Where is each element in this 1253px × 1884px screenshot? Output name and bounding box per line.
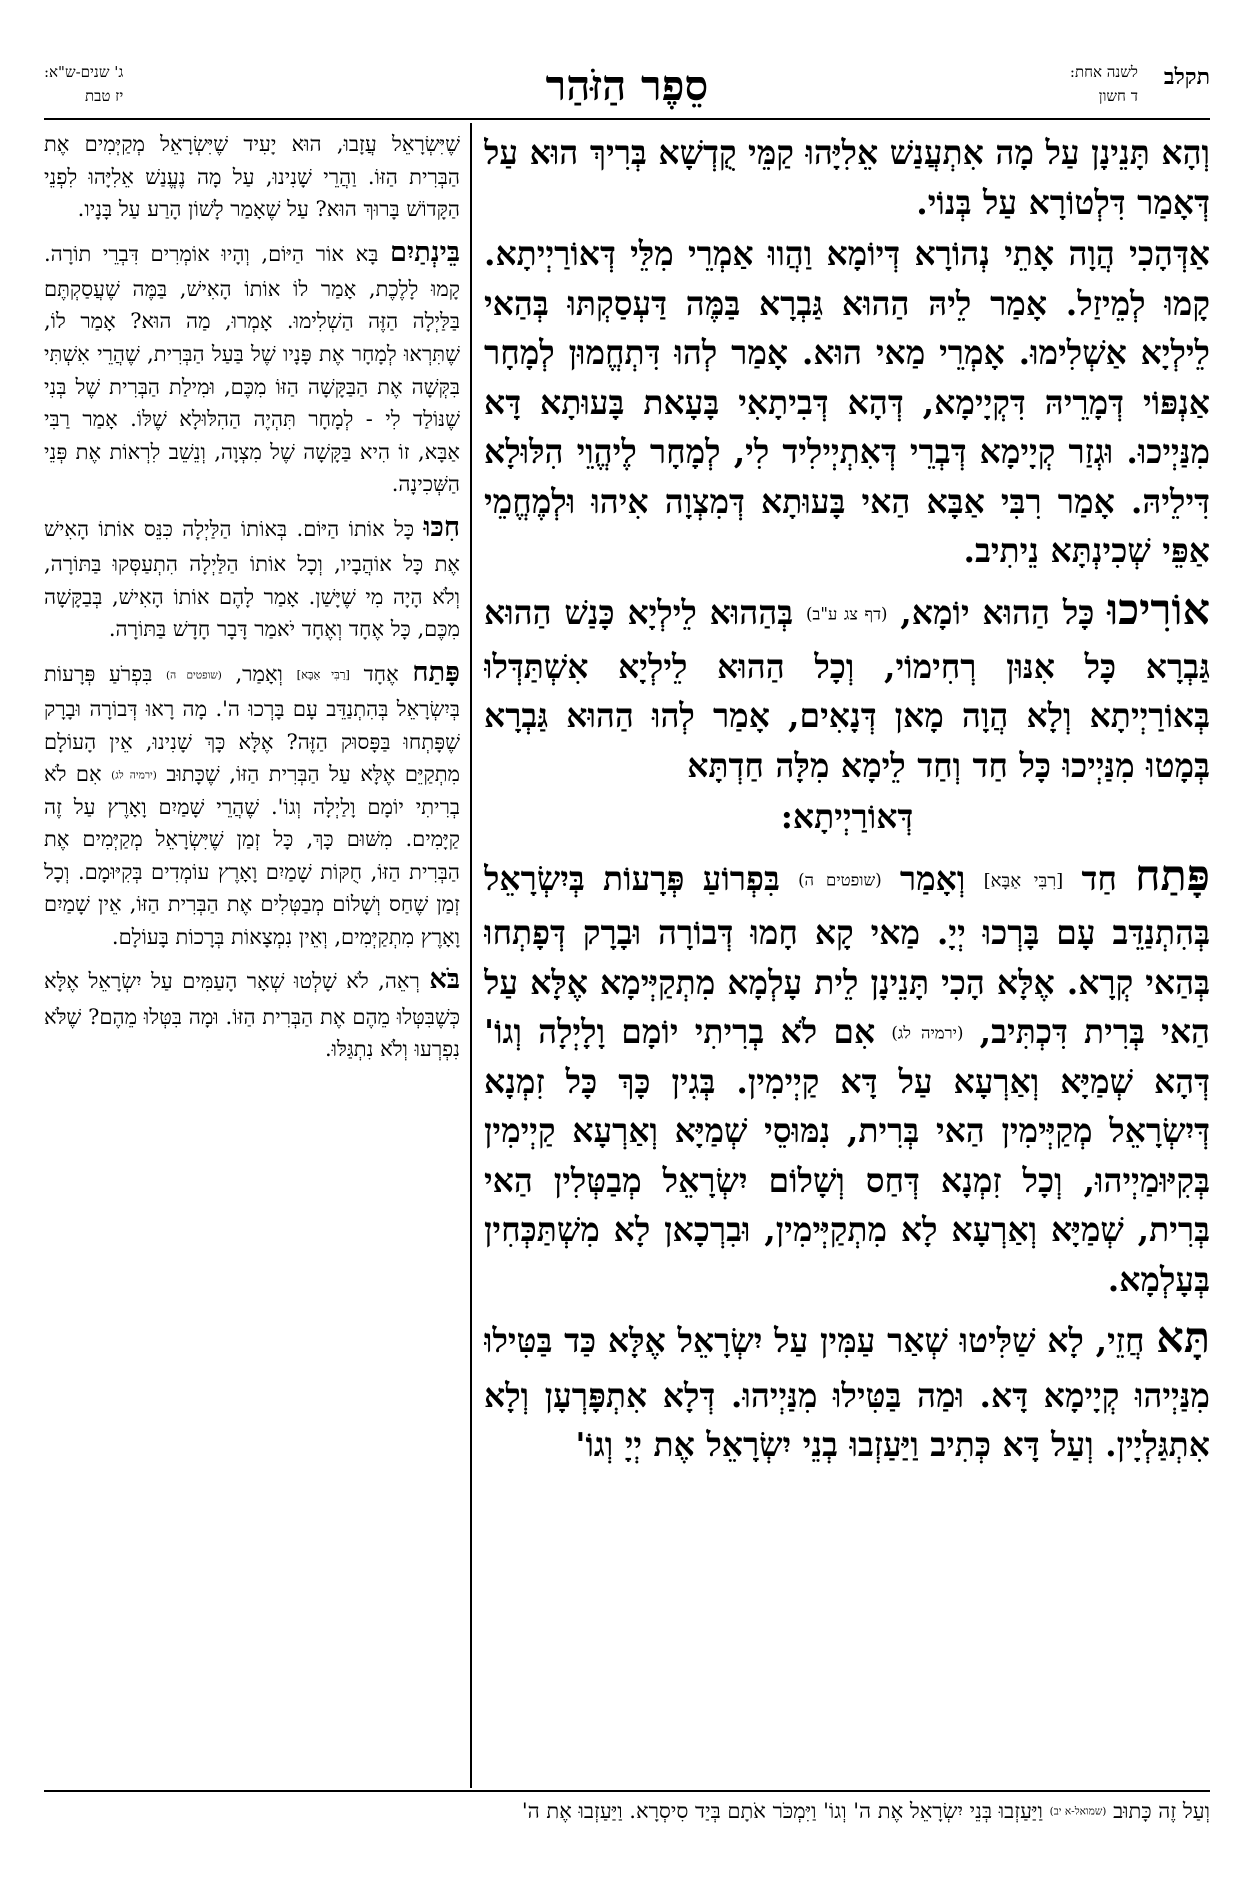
bracket-note: [רַבִּי אַבָּא] xyxy=(296,667,350,682)
side-paragraph xyxy=(44,651,460,954)
main-paragraph xyxy=(484,844,1210,1304)
page-header xyxy=(44,60,1210,118)
schedule-three-years-label: ג' שנים-ש"א: xyxy=(44,63,124,81)
paragraph-opener: חִכּוּ xyxy=(423,510,460,543)
paragraph-opener: פָּתַח xyxy=(412,655,460,688)
schedule-one-year xyxy=(1070,60,1138,108)
page-number: תקלב xyxy=(1163,64,1210,90)
page-footer-line xyxy=(44,1796,1210,1828)
verse-reference: (ירמיה לג) xyxy=(891,1023,964,1043)
main-text: בְּהַהוּא לֵילְיָא כָּנַשׁ הַהוּא גַּבְרָא כָּל אִנּוּן רְחִימוֹי, וְכָל הַהוּא לֵילְיָא אִשְׁתַּדְּלוּ בְּאוֹרַיְיתָא וְלָא הֲוָה מָאן דְּנָאִים, אָמַר לְהוּ הַהוּא גַּבְרָא בְּמָטוּ מִנַּיְיכוּ כָּל חַד וְחַד לֵימָא מִלָּה חַדְתָּא xyxy=(484,592,1210,785)
aramaic-text-column xyxy=(484,128,1210,1788)
paragraph-opener: בֵּינְתַיִם xyxy=(389,235,460,268)
side-text: וְאָמַר, xyxy=(235,661,283,686)
side-paragraph xyxy=(44,958,460,1065)
paragraph-opener: אוֹרִיכוּ xyxy=(1107,584,1210,635)
main-paragraph: אַדְּהָכִי הֲוָה אָתֵי נְהוֹרָא דְּיוֹמָא וַהֲווּ אַמְרֵי מִלֵּי דְּאוֹרַיְיתָא. קָמוּ לְמֵיזַל. אָמַר לֵיהּ הַהוּא גַּבְרָא בַּמֶּה דַּעְסַקְתּוּ בְּהַאי לֵילְיָא אַשְׁלִימוּ. אָמְרֵי מַאי הוּא. אָמַר לְהוּ דִּתְחֱמוּן לְמָחָר אַנְפּוֹי דְּמָרֵיהּ דִּקְיָימָא, דְּהָא דְּבִיתָאִי בָּעָאת בָּעוּתָא דָּא מִנַּיְיכוּ. וּגְזַר קְיָימָא דְּבְרֵי דְּאִתְיְילִיד לִי, לְמָחָר לֶיהֱוֵי הִלּוּלָא דִּילֵיהּ. אָמַר רִבִּי אַבָּא הַאי בָּעוּתָא דְּמִצְוָה אִיהוּ וּלְמֶחֱמֵי אַפֵּי שְׁכִינְתָּא נֵיתִיב. xyxy=(484,234,1210,570)
side-text: בָּא אוֹר הַיּוֹם, וְהָיוּ אוֹמְרִים דִּבְרֵי תוֹרָה. קָמוּ לָלֶכֶת, אָמַר לוֹ אוֹתוֹ הָאִישׁ, בַּמֶּה שֶׁעֲסַקְתֶּם בַּלַּיְלָה הַזֶּה הַשְׁלִימוּ. אָמְרוּ, מַה הוּא? אָמַר לוֹ, שֶׁתִּרְאוּ לְמָחָר אֶת פָּנָיו שֶׁל בַּעַל הַבְּרִית, שֶׁהֲרֵי אִשְׁתִּי בִּקְּשָׁה אֶת הַבַּקָּשָׁה הַזּוֹ מִכֶּם, וּמִילַת הַבְּרִית שֶׁל בְּנִי שֶׁנּוֹלַד לִי - לְמָחָר תִּהְיֶה הַהִלּוּלָא שֶׁלּוֹ. אָמַר רַבִּי אַבָּא, זוֹ הִיא בַּקָּשָׁה שֶׁל מִצְוָה, וְנֵשֵׁב לִרְאוֹת אֶת פְּנֵי הַשְּׁכִינָה. xyxy=(44,241,460,497)
header-right-block xyxy=(1070,60,1210,108)
main-text: כָּל הַהוּא יוֹמָא, xyxy=(900,592,1095,632)
main-text: אִם לֹא בְרִיתִי יוֹמָם וָלָיְלָה וְגוֹ' דְּהָא שְׁמַיָּא וְאַרְעָא עַל דָּא קַיְימִין. בְּגִין כָּךְ כָּל זִמְנָא דְּיִשְׂרָאֵל מְקַיְּימִין הַאי בְּרִית, נִמּוּסֵי שְׁמַיָּא וְאַרְעָא קַיְימִין בְּקִיּוּמַיְיהוּ, וְכָל זִמְנָא דְּחַס וְשָׁלוֹם יִשְׂרָאֵל מְבַטְּלִין הַאי בְּרִית, שְׁמַיָּא וְאַרְעָא לָא מִתְקַיְּימִין, וּבִרְכָאן לָא מִשְׁתַּכְּחִין בְּעָלְמָא. xyxy=(484,1012,1210,1299)
book-title: סֵפֶר הַזֹּהַר xyxy=(545,61,709,110)
schedule-one-year-label: לשנה אחת: xyxy=(1069,63,1138,81)
verse-reference: (שופטים ה) xyxy=(798,870,882,890)
paragraph-opener: בֹּא xyxy=(429,963,460,996)
footer-text: וְעַל זֶה כָּתוּב xyxy=(1113,1799,1210,1823)
side-text: כָּל אוֹתוֹ הַיּוֹם. בְּאוֹתוֹ הַלַּיְלָה כִּנֵּס אוֹתוֹ הָאִישׁ אֶת כָּל אוֹהֲבָיו, וְכָל אוֹתוֹ הַלַּיְלָה הִתְעַסְּקוּ בַּתּוֹרָה, וְלֹא הָיָה מִי שֶׁיָּשַׁן. אָמַר לָהֶם אוֹתוֹ הָאִישׁ, בְּבַקָּשָׁה מִכֶּם, כָּל אֶחָד וְאֶחָד יֹאמַר דָּבָר חָדָשׁ בַּתּוֹרָה. xyxy=(44,516,460,642)
page-reference: (דף צג ע"ב) xyxy=(805,604,888,624)
schedule-three-years-date: יז טבת xyxy=(84,87,124,105)
side-text: רְאֵה, לֹא שָׁלְטוּ שְׁאָר הָעַמִּים עַל יִשְׂרָאֵל אֶלָּא כְּשֶׁבִּטְּלוּ מֵהֶם אֶת הַבְּרִית הַזּוֹ. וּמָה בִּטְּלוּ מֵהֶם? שֶׁלֹּא נִפְרְעוּ וְלֹא נִתְגַּלּוּ. xyxy=(44,969,460,1062)
main-paragraph: וְהָא תָּנֵינָן עַל מָה אִתְעֲנַשׁ אֵלִיָּהוּ קַמֵּי קֻדְשָׁא בְּרִיךְ הוּא עַל דְּאָמַר דִּלְטוֹרָא עַל בְּנוֹי. xyxy=(484,133,1210,222)
main-paragraph xyxy=(484,1306,1210,1469)
column-divider xyxy=(470,123,472,1788)
verse-reference: (שמואל-א יב) xyxy=(1049,1805,1107,1818)
main-paragraph-end: דְּאוֹרַיְיתָא: xyxy=(780,797,914,837)
verse-reference: (שופטים ה) xyxy=(166,669,222,682)
main-paragraph xyxy=(484,578,1210,791)
verse-reference: (ירמיה לג) xyxy=(111,769,157,782)
main-text: וְאָמַר xyxy=(899,858,966,898)
header-rule xyxy=(44,118,1210,120)
main-text: חֲזֵי, לָא שַׁלִּיטוּ שְׁאַר עַמִּין עַל יִשְׂרָאֵל אֶלָּא כַּד בַּטִּילוּ מִנַּיְיהוּ קְיָימָא דָּא. וּמַה בַּטִּילוּ מִנַּיְיהוּ. דְּלָא אִתְפָּרְעָן וְלָא אִתְגַּלְיָין. וְעַל דָּא כְּתִיב וַיַּעַזְבוּ בְנֵי יִשְׂרָאֵל אֶת יְיָ וְגוֹ' xyxy=(484,1321,1210,1465)
footer-rule xyxy=(44,1790,1210,1792)
main-text: חַד xyxy=(1081,858,1117,898)
paragraph-opener: פָּתַח xyxy=(1135,850,1210,901)
main-text: בִּפְרוֹעַ פְּרָעוֹת בְּיִשְׂרָאֵל בְּהִתְנַדֵּב עָם בָּרְכוּ יְיָ. מַאי קָא חָמוּ דְּבוֹרָה וּבָרָק דְּפָתְחוּ בְּהַאי קְרָא. אֶלָּא הָכִי תָּנֵינָן לֵית עָלְמָא מִתְקַיְּימָא אֶלָּא עַל הַאי בְּרִית דִּכְתִּיב, xyxy=(484,858,1210,1052)
hebrew-translation-column xyxy=(44,128,460,1788)
footer-text: וַיַּעַזְבוּ בְּנֵי יִשְׂרָאֵל אֶת ה' וְגוֹ' וַיִּמְכֹּר אֹתָם בְּיַד סִיסְרָא. וַיַּעַזְבוּ אֶת ה' xyxy=(521,1799,1043,1823)
side-text: אֶחָד xyxy=(363,661,399,686)
side-text: בִּפְרֹעַ פְּרָעוֹת בְּיִשְׂרָאֵל בְּהִתְנַדֵּב עָם בָּרְכוּ ה'. מָה רָאוּ דְּבוֹרָה וּבָרָק שֶׁפָּתְחוּ בַּפָּסוּק הַזֶּה? אֶלָּא כָּךְ שָׁנִינוּ, אֵין הָעוֹלָם מִתְקַיֵּם אֶלָּא עַל הַבְּרִית הַזּוֹ, שֶׁכָּתוּב xyxy=(44,661,460,787)
side-paragraph xyxy=(44,506,460,646)
side-paragraph xyxy=(44,231,460,501)
paragraph-opener: תָּא xyxy=(1156,1313,1210,1364)
side-text: אִם לֹא בְרִיתִי יוֹמָם וָלַיְלָה וְגוֹ'. שֶׁהֲרֵי שָׁמַיִם וָאָרֶץ עַל זֶה קַיָּמִים. מִשּׁוּם כָּךְ, כָּל זְמַן שֶׁיִּשְׂרָאֵל מְקַיְּמִים אֶת הַבְּרִית הַזּוֹ, חֻקּוֹת שָׁמַיִם וָאָרֶץ עוֹמְדִים בְּקִיּוּמָם. וְכָל זְמַן שֶׁחַס וְשָׁלוֹם מְבַטְּלִים אֶת הַבְּרִית הַזּוֹ, אֵין שָׁמַיִם וָאָרֶץ מִתְקַיְּמִים, וְאֵין נִמְצָאוֹת בְּרָכוֹת בָּעוֹלָם. xyxy=(44,762,460,949)
bracket-note: [רִבִּי אַבָּא] xyxy=(983,870,1064,892)
schedule-one-year-date: ד חשון xyxy=(1098,87,1138,105)
schedule-three-years xyxy=(44,60,123,108)
side-paragraph: שֶׁיִּשְׂרָאֵל עֲזָבוּ, הוּא יָעִיד שֶׁיִּשְׂרָאֵל מְקַיְּמִים אֶת הַבְּרִית הַזּוֹ. וַהֲרֵי שָׁנִינוּ, עַל מָה נֶעֱנַשׁ אֵלִיָּהוּ לִפְנֵי הַקָּדוֹשׁ בָּרוּךְ הוּא? עַל שֶׁאָמַר לָשׁוֹן הָרַע עַל בָּנָיו. xyxy=(44,132,460,222)
